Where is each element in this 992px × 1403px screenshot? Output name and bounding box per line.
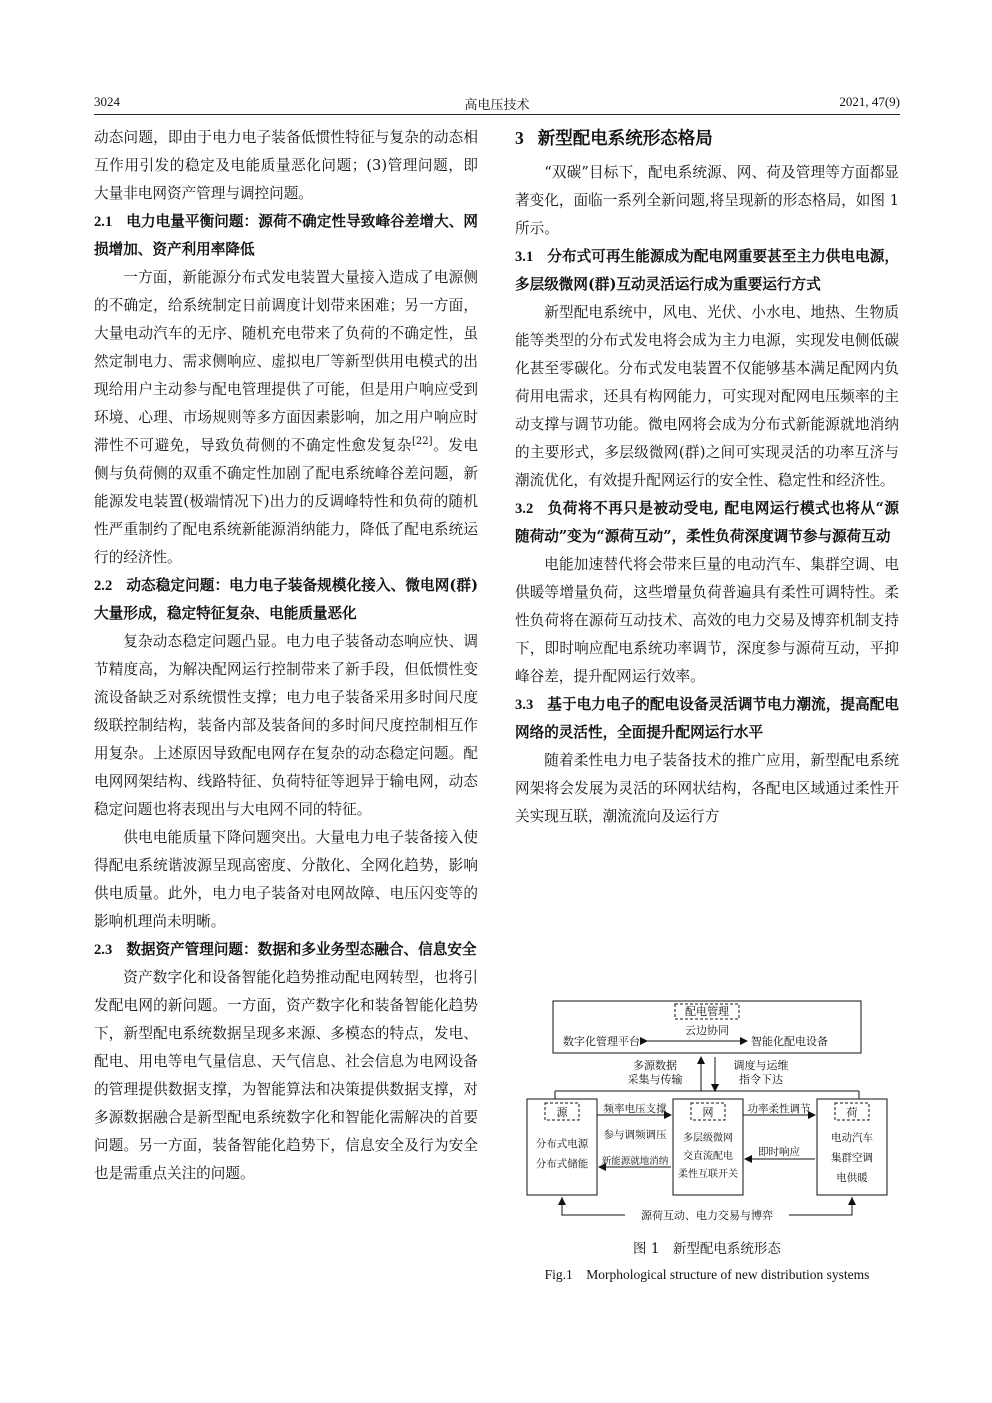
paragraph-text: 。发电侧与负荷侧的双重不确定性加剧了配电系统峰谷差问题，新能源发电装置(极端情况下)出力的反调峰特性和负荷的随机性严重制约了配电系统新能源消纳能力，降低了配电系统运行的经济性。 xyxy=(94,437,478,566)
page-header xyxy=(94,94,900,114)
paragraph-text: 一方面，新能源分布式发电装置大量接入造成了电源侧的不确定，给系统制定日前调度计划带来困难；另一方面，大量电动汽车的无序、随机充电带来了负荷的不确定性，虽然定制电力、需求侧响应、虚拟电厂等新型供用电模式的出现给用户主动参与配电管理提供了可能，但是用户响应受到环境、心理、市场规则等多方面因素影响，加之用户响应时滞性不可避免，导致负荷侧的不确定性愈发复杂 xyxy=(94,269,478,454)
paragraph: 新型配电系统中，风电、光伏、小水电、地热、生物质能等类型的分布式发电将会成为主力电源，实现发电侧低碳化甚至零碳化。分布式发电装置不仅能够基本满足配网内负荷用电需求，还具有构网能力，可实现对配网电压频率的主动支撑与调节功能。微电网将会成为分布式新能源就地消纳的主要形式，多层级微网(群)之间可实现灵活的功率互济与潮流优化，有效提升配网运行的安全性、稳定性和经济性。 xyxy=(515,304,899,489)
section-heading xyxy=(94,572,478,628)
left-column xyxy=(94,124,478,1188)
arrow-label: 调度与运维 xyxy=(733,1059,789,1072)
figure-1 xyxy=(515,995,899,1230)
digital-platform-label: 数字化管理平台 xyxy=(563,1035,640,1048)
paragraph: 复杂动态稳定问题凸显。电力电子装备动态响应快、调节精度高，为解决配网运行控制带来了新手段，但低惯性变流设备缺乏对系统惯性支撑；电力电子装备采用多时间尺度级联控制结构，装备内部及装备间的多时间尺度控制相互作用复杂。上述原因导致配电网存在复杂的动态稳定问题。配电网网架结构、线路特征、负荷特征等迥异于输电网，动态稳定问题也将表现出与大电网不同的特征。 xyxy=(94,633,478,818)
system-morphology-diagram xyxy=(515,995,899,1230)
section-title: 新型配电系统形态格局 xyxy=(537,129,713,149)
management-title: 配电管理 xyxy=(685,1005,729,1018)
paragraph: “双碳”目标下，配电系统源、网、荷及管理等方面都显著变化，面临一系列全新问题,将呈现新的形态格局，如图 1 所示。 xyxy=(515,164,899,237)
paragraph: 随着柔性电力电子装备技术的推广应用，新型配电系统网架将会发展为灵活的环网状结构，各配电区域通过柔性开关实现互联，潮流流向及运行方 xyxy=(515,752,899,825)
section-number: 2.2 xyxy=(94,578,113,594)
paragraph: 供电电能质量下降问题突出。大量电力电子装备接入使得配电系统谐波源呈现高密度、分散化、全网化趋势，影响供电质量。此外，电力电子装备对电网故障、电压闪变等的影响机理尚未明晰。 xyxy=(94,829,478,930)
grid-item: 交直流配电 xyxy=(683,1151,733,1162)
arrow-label: 采集与传输 xyxy=(627,1073,683,1086)
page-number: 3024 xyxy=(94,94,120,109)
citation: [22] xyxy=(412,436,433,448)
section-title: 负荷将不再只是被动受电, 配电网运行模式也将从“源随荷动”变为“源荷互动”，柔性负荷深度调节参与源荷互动 xyxy=(515,500,899,545)
journal-name: 高电压技术 xyxy=(464,98,530,113)
paragraph: 资产数字化和设备智能化趋势推动配电网转型，也将引发配电网的新问题。一方面，资产数字化和装备智能化趋势下，新型配电系统数据呈现多来源、多模态的特点，发电、配电、用电等电气量信息、天气信息、社会信息为电网设备的管理提供数据支撑，为智能算法和决策提供数据支撑，对多源数据融合是新型配电系统数字化和智能化需解决的首要问题。另一方面，装备智能化趋势下，信息安全及行为安全也是需重点关注的问题。 xyxy=(94,969,478,1182)
smart-device-label: 智能化配电设备 xyxy=(751,1035,828,1048)
consumption-label: 新能源就地消纳 xyxy=(601,1156,669,1167)
source-item: 分布式储能 xyxy=(535,1158,589,1170)
paragraph: 电能加速替代将会带来巨量的电动汽车、集群空调、电供暖等增量负荷，这些增量负荷普遍具有柔性可调特性。柔性负荷将在源荷互动技术、高效的电力交易及博弈机制支持下，即时响应配电系统功率调节，深度参与源荷互动，平抑峰谷差，提升配网运行效率。 xyxy=(515,556,899,685)
section-heading xyxy=(515,495,899,551)
grid-title: 网 xyxy=(702,1106,714,1119)
arrow-label: 多源数据 xyxy=(633,1059,677,1072)
source-title: 源 xyxy=(556,1106,568,1119)
section-number: 2.1 xyxy=(94,214,113,230)
load-item: 集群空调 xyxy=(831,1152,873,1164)
load-title: 荷 xyxy=(846,1106,858,1119)
section-number: 3 xyxy=(515,128,524,148)
source-item: 分布式电源 xyxy=(535,1138,589,1150)
figure-caption-en: Fig.1 Morphological structure of new distribution systems xyxy=(544,1267,870,1282)
response-label: 即时响应 xyxy=(758,1146,800,1158)
paragraph: 动态问题，即由于电力电子装备低惯性特征与复杂的动态相互作用引发的稳定及电能质量恶化问题；(3)管理问题，即大量非电网资产管理与调控问题。 xyxy=(94,129,478,202)
section-title: 数据资产管理问题：数据和多业务型态融合、信息安全 xyxy=(126,941,477,958)
chapter-heading xyxy=(515,124,899,153)
figure-caption-cn: 图 1 新型配电系统形态 xyxy=(633,1241,781,1257)
section-title: 电力电量平衡问题：源荷不确定性导致峰谷差增大、网损增加、资产利用率降低 xyxy=(94,213,478,258)
section-number: 3.2 xyxy=(515,501,534,517)
section-heading xyxy=(94,208,478,264)
section-heading xyxy=(515,691,899,747)
section-number: 3.3 xyxy=(515,697,534,713)
right-column xyxy=(515,124,899,831)
section-title: 基于电力电子的配电设备灵活调节电力潮流，提高配电网络的灵活性，全面提升配网运行水平 xyxy=(515,696,899,741)
interaction-label: 源荷互动、电力交易与博弈 xyxy=(641,1209,773,1222)
load-item: 电动汽车 xyxy=(831,1132,873,1144)
section-title: 动态稳定问题：电力电子装备规模化接入、微电网(群)大量形成，稳定特征复杂、电能质量恶化 xyxy=(94,577,478,622)
support-label: 频率电压支撑 xyxy=(603,1103,667,1115)
section-number: 2.3 xyxy=(94,942,113,958)
power-regulation-label: 功率柔性调节 xyxy=(747,1103,811,1115)
section-title: 分布式可再生能源成为配电网重要甚至主力供电电源，多层级微网(群)互动灵活运行成为重要运行方式 xyxy=(515,248,899,293)
section-number: 3.1 xyxy=(515,249,534,265)
arrow-label: 指令下达 xyxy=(739,1073,783,1086)
section-heading xyxy=(94,936,478,964)
cloud-edge-label: 云边协同 xyxy=(685,1024,729,1037)
load-item: 电供暖 xyxy=(836,1172,868,1184)
issue-info: 2021, 47(9) xyxy=(839,94,900,109)
header-rule xyxy=(94,114,900,115)
grid-item: 柔性互联开关 xyxy=(678,1169,738,1180)
grid-item: 多层级微网 xyxy=(683,1133,733,1144)
section-heading xyxy=(515,243,899,299)
paragraph xyxy=(94,264,478,572)
support-label: 参与调频调压 xyxy=(603,1129,667,1141)
